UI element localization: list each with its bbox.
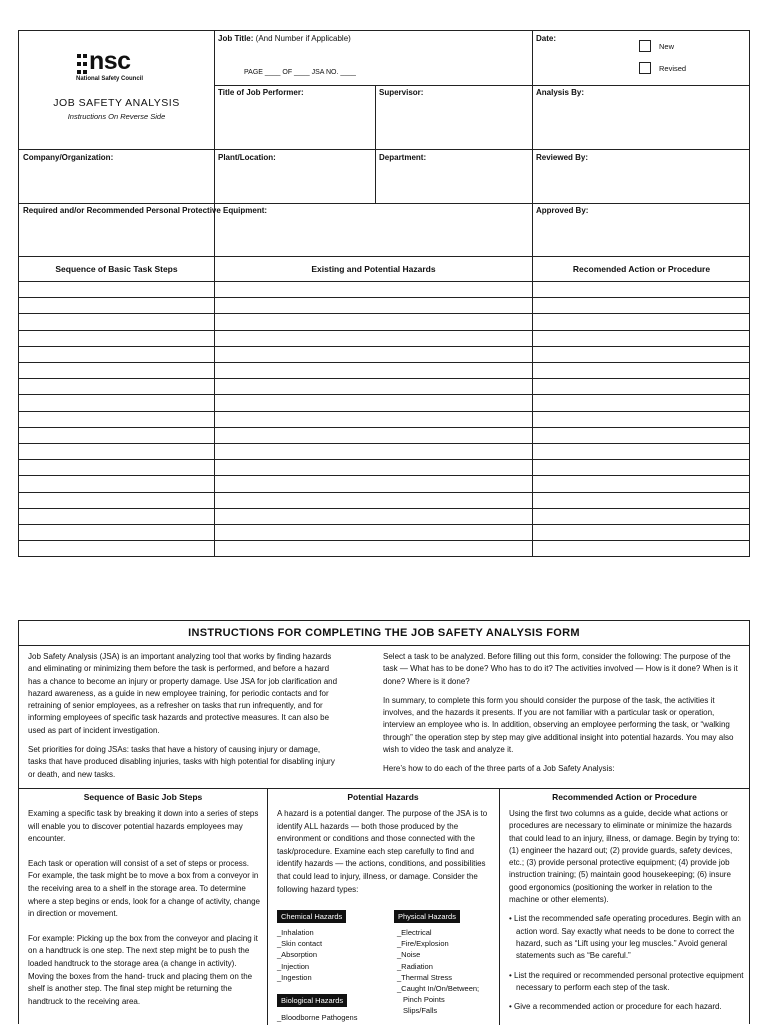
jsa-form <box>18 30 750 557</box>
action-cell[interactable] <box>533 428 750 443</box>
approved-by-label[interactable]: Approved By: <box>536 206 589 215</box>
task-step-cell[interactable] <box>19 412 214 427</box>
task-step-cell[interactable] <box>19 395 214 410</box>
logo-dot <box>77 54 81 58</box>
divider <box>19 256 750 257</box>
sec2-paragraph: A hazard is a potential danger. The purpose of the JSA is to identify ALL hazards — both those produced by the environment or conditions and those connected with the task/procedure. Examine each step carefully to find and identify hazards — the actions, conditions, and possibilities that could lead to injury, illness, or damage. Consider the following hazard types: <box>277 809 488 894</box>
divider <box>375 85 376 203</box>
revised-checkbox[interactable] <box>639 62 651 74</box>
hazard-item: _Skin contact <box>277 939 323 949</box>
logo-dot <box>83 62 87 66</box>
new-label: New <box>659 42 675 51</box>
col-hazards-header: Existing and Potential Hazards <box>311 264 436 274</box>
intro-paragraph: In summary, to complete this form you should consider the purpose of the task, the activities it involves, and the hazards it presents. If you are not familiar with a particular task or operation, interview an employee who is. In addition, observing an employee performing the task, or “walking through” the operation step by step may give additional insight into potential hazards. You may also wish to video the task and analyze it. <box>383 695 734 755</box>
sec1-paragraph: Each task or operation will consist of a set of steps or process. For example, the task might be to move a box from a conveyor in the receiving area to a shelf in the storage area. To determine where a step begins or ends, look for a change of activity, change in direction or movement. <box>28 858 260 919</box>
hazard-cell[interactable] <box>215 412 532 427</box>
task-step-cell[interactable] <box>19 444 214 459</box>
hazard-cell[interactable] <box>215 476 532 491</box>
biological-hazards-list <box>277 1012 357 1023</box>
sec1-body <box>28 808 262 1015</box>
task-step-cell[interactable] <box>19 331 214 346</box>
hazard-cell[interactable] <box>215 395 532 410</box>
chemical-hazards-badge: Chemical Hazards <box>277 910 346 923</box>
task-step-cell[interactable] <box>19 476 214 491</box>
job-title-hint: (And Number if Applicable) <box>255 34 351 43</box>
logo-dot <box>83 70 87 74</box>
hazard-item: _Caught In/On/Between; <box>397 984 480 994</box>
analysis-by-label[interactable]: Analysis By: <box>536 88 585 97</box>
action-cell[interactable] <box>533 525 750 540</box>
action-cell[interactable] <box>533 444 750 459</box>
sec3-bullets <box>509 913 744 1013</box>
action-cell[interactable] <box>533 509 750 524</box>
action-cell[interactable] <box>533 379 750 394</box>
hazard-cell[interactable] <box>215 509 532 524</box>
hazard-item: _Ingestion <box>277 972 312 982</box>
intro-paragraph: Here’s how to do each of the three parts of a Job Safety Analysis: <box>383 764 615 774</box>
performer-label[interactable]: Title of Job Performer: <box>218 88 304 97</box>
sec3-bullet: • List the required or recommended personal protective equipment necessary to perform each step of the task. <box>509 970 744 992</box>
task-step-cell[interactable] <box>19 347 214 362</box>
action-cell[interactable] <box>533 298 750 313</box>
task-step-cell[interactable] <box>19 509 214 524</box>
hazard-cell[interactable] <box>215 282 532 297</box>
sec3-bullet: • List the recommended safe operating procedures. Begin with an action word. Say exactly what needs to be done to correct the hazard, such as “Lift using your leg muscles.” Avoid general statements such as “Be careful.” <box>509 914 741 961</box>
task-step-cell[interactable] <box>19 363 214 378</box>
divider <box>19 788 750 789</box>
action-cell[interactable] <box>533 282 750 297</box>
action-cell[interactable] <box>533 412 750 427</box>
intro-paragraph: Set priorities for doing JSAs: tasks that have a history of causing injury or damage, tasks that have produced disabling injuries, tasks with high potential for disabling injury or death, and new tasks. <box>28 745 335 779</box>
form-subtitle: Instructions On Reverse Side <box>67 112 166 121</box>
sec3-bullet: • Give a recommended action or procedure for each hazard. <box>509 1002 722 1012</box>
hazard-cell[interactable] <box>215 525 532 540</box>
physical-hazards-list <box>397 927 479 1017</box>
divider <box>19 203 750 204</box>
task-step-cell[interactable] <box>19 314 214 329</box>
hazard-cell[interactable] <box>215 444 532 459</box>
task-step-cell[interactable] <box>19 379 214 394</box>
logo-dot <box>77 70 81 74</box>
col-steps-header: Sequence of Basic Task Steps <box>55 264 178 274</box>
page-line[interactable]: PAGE ____ OF ____ JSA NO. ____ <box>244 69 356 76</box>
new-checkbox[interactable] <box>639 40 651 52</box>
divider <box>532 31 533 256</box>
hazard-cell[interactable] <box>215 460 532 475</box>
hazard-cell[interactable] <box>215 379 532 394</box>
revised-label: Revised <box>659 64 687 73</box>
plant-label[interactable]: Plant/Location: <box>218 153 276 162</box>
task-step-cell[interactable] <box>19 460 214 475</box>
hazard-cell[interactable] <box>215 493 532 508</box>
ppe-label[interactable]: Required and/or Recommended Personal Protective Equipment: <box>23 206 268 215</box>
supervisor-label[interactable]: Supervisor: <box>379 88 424 97</box>
action-cell[interactable] <box>533 476 750 491</box>
hazard-cell[interactable] <box>215 331 532 346</box>
hazard-item: _Fire/Explosion <box>397 939 449 949</box>
hazard-item: Pinch Points <box>403 995 445 1005</box>
task-step-cell[interactable] <box>19 282 214 297</box>
col-action-header: Recomended Action or Procedure <box>572 264 711 274</box>
task-step-cell[interactable] <box>19 298 214 313</box>
divider <box>214 85 750 86</box>
task-step-cell[interactable] <box>19 525 214 540</box>
divider <box>267 788 268 1025</box>
hazard-item: _Absorption <box>277 950 318 960</box>
hazard-item: _Injection <box>277 961 310 971</box>
divider <box>19 149 750 150</box>
hazard-item: _Thermal Stress <box>397 972 453 982</box>
chemical-hazards-list <box>277 927 322 983</box>
date-label[interactable]: Date: <box>536 34 557 43</box>
hazard-item: _Inhalation <box>277 928 314 937</box>
sec1-paragraph: For example: Picking up the box from the conveyor and placing it on a handtruck is one step. The next step might be to push the loaded handtruck to the storage area (a change in activity). Moving the boxes from the hand- truck and placing them on the shelf is another step. The final step might be returning the handtruck to the receiving area. <box>28 933 258 1006</box>
hazard-item: Slips/Falls <box>403 1006 438 1016</box>
sec3-heading: Recommended Action or Procedure <box>552 792 697 802</box>
intro-paragraph: Job Safety Analysis (JSA) is an important analyzing tool that works by finding hazards and eliminating or minimizing them before the task is performed, and before a hazard has a chance to become an injury or property damage. Use JSA for job clarification and hazard awareness, as a guide in new employee training, for periodic contacts and for retraining of senior employees, as a refresher on tasks that run infrequently, and for informing employees of specific task hazards and protective measures. It can also be used as part of incident investigation. <box>28 652 338 735</box>
job-title-field[interactable] <box>218 34 351 43</box>
intro-right <box>383 651 745 783</box>
task-step-cell[interactable] <box>19 428 214 443</box>
sec1-heading: Sequence of Basic Job Steps <box>83 792 203 802</box>
hazard-cell[interactable] <box>215 428 532 443</box>
sec2-heading: Potential Hazards <box>347 792 419 802</box>
sec3-paragraph: Using the first two columns as a guide, decide what actions or procedures are necessary to eliminate or minimize the hazards that could lead to an injury, illness, or damage. Begin by trying to: (1) engineer the hazard out; (2) provide guards, safety devices, etc.; (3) provide personal protective equipment; (4) provide job instruction training; (5) maintain good housekeeping; (6) insure good ergonomics (positioning the worker in relation to the machine or other elements). <box>509 809 740 905</box>
department-label[interactable]: Department: <box>379 153 427 162</box>
sec3-body <box>509 808 744 1020</box>
action-cell[interactable] <box>533 314 750 329</box>
action-cell[interactable] <box>533 395 750 410</box>
action-cell[interactable] <box>533 493 750 508</box>
biological-hazards-badge: Biological Hazards <box>277 994 347 1007</box>
action-cell[interactable] <box>533 363 750 378</box>
intro-paragraph: Select a task to be analyzed. Before filling out this form, consider the following: The purpose of the task — What has to be done? Who has to do it? The activities involved — How is it done? When is it done? Where is it done? <box>383 652 738 686</box>
hazard-cell[interactable] <box>215 363 532 378</box>
sec1-paragraph: Examing a specific task by breaking it down into a series of steps will enable you to discover potential hazards employees may encounter. <box>28 809 259 844</box>
intro-left <box>28 651 338 788</box>
instructions-panel <box>18 620 750 1024</box>
hazard-cell[interactable] <box>215 314 532 329</box>
hazard-cell[interactable] <box>215 298 532 313</box>
company-label[interactable]: Company/Organization: <box>23 153 114 162</box>
task-row-line <box>19 556 750 557</box>
hazard-item: _Noise <box>397 950 421 960</box>
job-title-label: Job Title: <box>218 34 254 43</box>
reviewed-by-label[interactable]: Reviewed By: <box>536 153 589 162</box>
divider <box>499 788 500 1025</box>
hazard-item: _Radiation <box>397 961 433 971</box>
org-name: National Safety Council <box>76 76 144 82</box>
hazard-cell[interactable] <box>215 541 532 556</box>
action-cell[interactable] <box>533 541 750 556</box>
physical-hazards-badge: Physical Hazards <box>394 910 460 923</box>
task-step-cell[interactable] <box>19 541 214 556</box>
logo-dot <box>77 62 81 66</box>
logo-dot <box>83 54 87 58</box>
logo-wordmark: nsc <box>89 47 131 75</box>
action-cell[interactable] <box>533 460 750 475</box>
hazard-item: _Electrical <box>397 928 432 937</box>
divider <box>214 31 215 256</box>
hazard-item: _Bloodborne Pathogens <box>277 1013 358 1022</box>
form-title: JOB SAFETY ANALYSIS <box>53 97 180 109</box>
task-step-cell[interactable] <box>19 493 214 508</box>
action-cell[interactable] <box>533 331 750 346</box>
instructions-title: INSTRUCTIONS FOR COMPLETING THE JOB SAFETY ANALYSIS FORM <box>19 621 749 646</box>
hazard-cell[interactable] <box>215 347 532 362</box>
action-cell[interactable] <box>533 347 750 362</box>
